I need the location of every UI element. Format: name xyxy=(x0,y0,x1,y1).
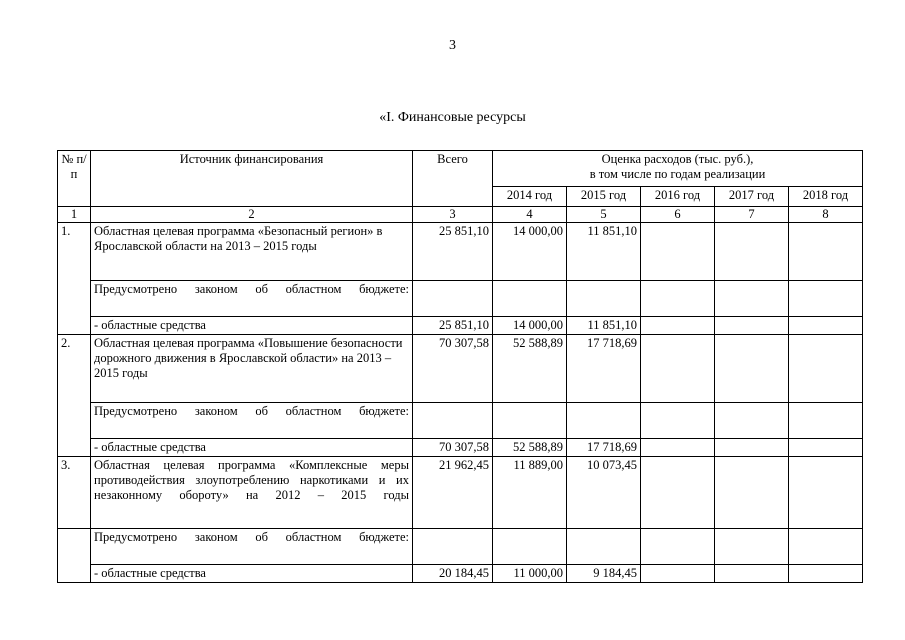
program-1-budget-2014 xyxy=(492,280,566,316)
program-2-funds-2014: 52 588,89 xyxy=(492,438,566,456)
program-1-2018 xyxy=(788,222,862,280)
program-2-2016 xyxy=(640,334,714,402)
program-2-name: Областная целевая программа «Повышение безопасности дорожного движения в Ярославской области» на 2013 – 2015 годы xyxy=(90,334,412,402)
program-1-name: Областная целевая программа «Безопасный регион» в Ярославской области на 2013 – 2015 годы xyxy=(90,222,412,280)
program-1-2016 xyxy=(640,222,714,280)
program-3-funds-2016 xyxy=(640,564,714,582)
program-2-total: 70 307,58 xyxy=(412,334,492,402)
program-3-budget-2017 xyxy=(714,528,788,564)
page-number: 3 xyxy=(449,38,456,53)
table-bottom-border xyxy=(57,582,863,583)
header-source: Источник финансирования xyxy=(90,150,412,206)
program-2-2014: 52 588,89 xyxy=(492,334,566,402)
header-year-2017: 2017 год xyxy=(714,186,788,206)
section-title: «I. Финансовые ресурсы xyxy=(379,110,526,125)
program-1-2014: 14 000,00 xyxy=(492,222,566,280)
program-2-budget-2017 xyxy=(714,402,788,438)
col-number-4: 4 xyxy=(492,206,566,222)
program-3-budget-2014 xyxy=(492,528,566,564)
program-2-2015: 17 718,69 xyxy=(566,334,640,402)
program-3-budget-2016 xyxy=(640,528,714,564)
program-2-funds-2017 xyxy=(714,438,788,456)
header-num: № п/п xyxy=(57,150,90,206)
col-number-8: 8 xyxy=(788,206,862,222)
program-3-2018 xyxy=(788,456,862,528)
program-3-2015: 10 073,45 xyxy=(566,456,640,528)
program-3-funds-2014: 11 000,00 xyxy=(492,564,566,582)
program-3-num-cont xyxy=(57,528,90,582)
program-1-budget-2017 xyxy=(714,280,788,316)
program-3-funds-2018 xyxy=(788,564,862,582)
col-number-3: 3 xyxy=(412,206,492,222)
header-year-2014: 2014 год xyxy=(492,186,566,206)
program-2-budget-2016 xyxy=(640,402,714,438)
program-3-total: 21 962,45 xyxy=(412,456,492,528)
table-right-border xyxy=(862,150,863,582)
program-1-budget-2016 xyxy=(640,280,714,316)
program-1-funds-label: - областные средства xyxy=(90,316,412,334)
header-year-2016: 2016 год xyxy=(640,186,714,206)
program-3-funds-2017 xyxy=(714,564,788,582)
program-2-funds-label: - областные средства xyxy=(90,438,412,456)
program-2-budget-2015 xyxy=(566,402,640,438)
program-1-budget-label: Предусмотрено законом об областном бюджете: xyxy=(90,280,412,316)
program-2-2018 xyxy=(788,334,862,402)
program-1-funds-2014: 14 000,00 xyxy=(492,316,566,334)
header-estimate-line1: Оценка расходов (тыс. руб.), xyxy=(601,152,754,166)
header-year-2018: 2018 год xyxy=(788,186,862,206)
program-2-funds-total: 70 307,58 xyxy=(412,438,492,456)
program-3-2016 xyxy=(640,456,714,528)
program-2-budget-label: Предусмотрено законом об областном бюджете: xyxy=(90,402,412,438)
program-1-num: 1. xyxy=(57,222,90,334)
program-3-name: Областная целевая программа «Комплексные меры противодействия злоупотреблению наркотиками и их незаконному обороту» на 2012 – 2015 годы xyxy=(90,456,412,528)
program-3-num: 3. xyxy=(57,456,90,528)
program-2-2017 xyxy=(714,334,788,402)
program-2-funds-2015: 17 718,69 xyxy=(566,438,640,456)
program-2-funds-2018 xyxy=(788,438,862,456)
program-2-budget-2018 xyxy=(788,402,862,438)
program-1-funds-2015: 11 851,10 xyxy=(566,316,640,334)
program-3-budget-2018 xyxy=(788,528,862,564)
header-estimate xyxy=(492,150,862,186)
program-3-2017 xyxy=(714,456,788,528)
col-number-1: 1 xyxy=(57,206,90,222)
col-number-7: 7 xyxy=(714,206,788,222)
program-2-funds-2016 xyxy=(640,438,714,456)
program-1-funds-2017 xyxy=(714,316,788,334)
program-2-num: 2. xyxy=(57,334,90,456)
program-1-funds-2016 xyxy=(640,316,714,334)
program-1-budget-2015 xyxy=(566,280,640,316)
header-year-2015: 2015 год xyxy=(566,186,640,206)
col-number-5: 5 xyxy=(566,206,640,222)
program-3-budget-2015 xyxy=(566,528,640,564)
program-1-total: 25 851,10 xyxy=(412,222,492,280)
program-3-funds-total: 20 184,45 xyxy=(412,564,492,582)
col-number-2: 2 xyxy=(90,206,412,222)
program-1-budget-total xyxy=(412,280,492,316)
program-1-2017 xyxy=(714,222,788,280)
header-total: Всего xyxy=(412,150,492,206)
program-3-budget-label: Предусмотрено законом об областном бюджете: xyxy=(90,528,412,564)
program-3-budget-total xyxy=(412,528,492,564)
program-3-funds-2015: 9 184,45 xyxy=(566,564,640,582)
program-3-funds-label: - областные средства xyxy=(90,564,412,582)
program-3-2014: 11 889,00 xyxy=(492,456,566,528)
col-number-6: 6 xyxy=(640,206,714,222)
program-1-2015: 11 851,10 xyxy=(566,222,640,280)
header-estimate-line2: в том числе по годам реализации xyxy=(589,167,766,181)
program-2-budget-total xyxy=(412,402,492,438)
program-1-funds-2018 xyxy=(788,316,862,334)
program-1-funds-total: 25 851,10 xyxy=(412,316,492,334)
program-2-budget-2014 xyxy=(492,402,566,438)
program-1-budget-2018 xyxy=(788,280,862,316)
